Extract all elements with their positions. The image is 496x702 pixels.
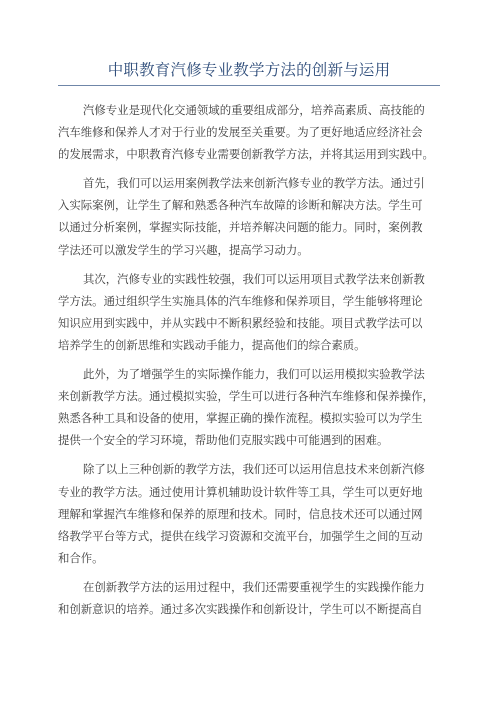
title-underline — [58, 85, 440, 86]
paragraph-2 — [58, 172, 440, 260]
paragraph-line: 知识应用到实践中，并从实践中不断积累经验和技能。项目式教学法可以 — [58, 315, 423, 330]
paragraph-line: 熟悉各种工具和设备的使用，掌握正确的操作流程。模拟实验可以为学生 — [58, 411, 423, 426]
paragraph-6 — [58, 576, 440, 620]
paragraph-line: 专业的教学方法。通过使用计算机辅助设计软件等工具，学生可以更好地 — [58, 484, 423, 499]
paragraph-line: 除了以上三种创新的教学方法，我们还可以运用信息技术来创新汽修 — [83, 462, 425, 477]
paragraph-line: 首先，我们可以运用案例教学法来创新汽修专业的教学方法。通过引 — [83, 176, 425, 191]
paragraph-line: 来创新教学方法。通过模拟实验，学生可以进行各种汽车维修和保养操作， — [58, 389, 434, 404]
paragraph-1 — [58, 99, 440, 165]
paragraph-5 — [58, 458, 440, 568]
paragraph-line: 和创新意识的培养。通过多次实践操作和创新设计，学生可以不断提高自 — [58, 601, 423, 616]
paragraph-line: 学法还可以激发学生的学习兴趣，提高学习动力。 — [58, 242, 309, 257]
paragraph-line: 络教学平台等方式，提供在线学习资源和交流平台，加强学生之间的互动 — [58, 528, 423, 543]
paragraph-line: 以通过分析案例，掌握实际技能，并培养解决问题的能力。同时，案例教 — [58, 220, 423, 235]
document-title: 中职教育汽修专业教学方法的创新与运用 — [107, 61, 391, 79]
paragraph-line: 汽车维修和保养人才对于行业的发展至关重要。为了更好地适应经济社会 — [58, 125, 423, 140]
paragraph-line: 在创新教学方法的运用过程中，我们还需要重视学生的实践操作能力 — [83, 579, 425, 594]
paragraph-line: 培养学生的创新思维和实践动手能力，提高他们的综合素质。 — [58, 337, 366, 352]
paragraph-line: 的发展需求，中职教育汽修专业需要创新教学方法，并将其运用到实践中。 — [58, 147, 434, 162]
paragraph-line: 理解和掌握汽车维修和保养的原理和技术。同时，信息技术还可以通过网 — [58, 506, 423, 521]
document-body — [58, 99, 440, 620]
paragraph-line: 入实际案例，让学生了解和熟悉各种汽车故障的诊断和解决方法。学生可 — [58, 198, 423, 213]
paragraph-3 — [58, 268, 440, 356]
paragraph-line: 此外，为了增强学生的实际操作能力，我们可以运用模拟实验教学法 — [83, 367, 425, 382]
paragraph-line: 和合作。 — [58, 550, 104, 565]
paragraph-line: 提供一个安全的学习环境，帮助他们克服实践中可能遇到的困难。 — [58, 433, 389, 448]
paragraph-line: 汽修专业是现代化交通领域的重要组成部分，培养高素质、高技能的 — [83, 103, 425, 117]
paragraph-4 — [58, 363, 440, 451]
paragraph-line: 学方法。通过组织学生实施具体的汽车维修和保养项目，学生能够将理论 — [58, 293, 423, 308]
paragraph-line: 其次，汽修专业的实践性较强，我们可以运用项目式教学法来创新教 — [83, 271, 425, 286]
